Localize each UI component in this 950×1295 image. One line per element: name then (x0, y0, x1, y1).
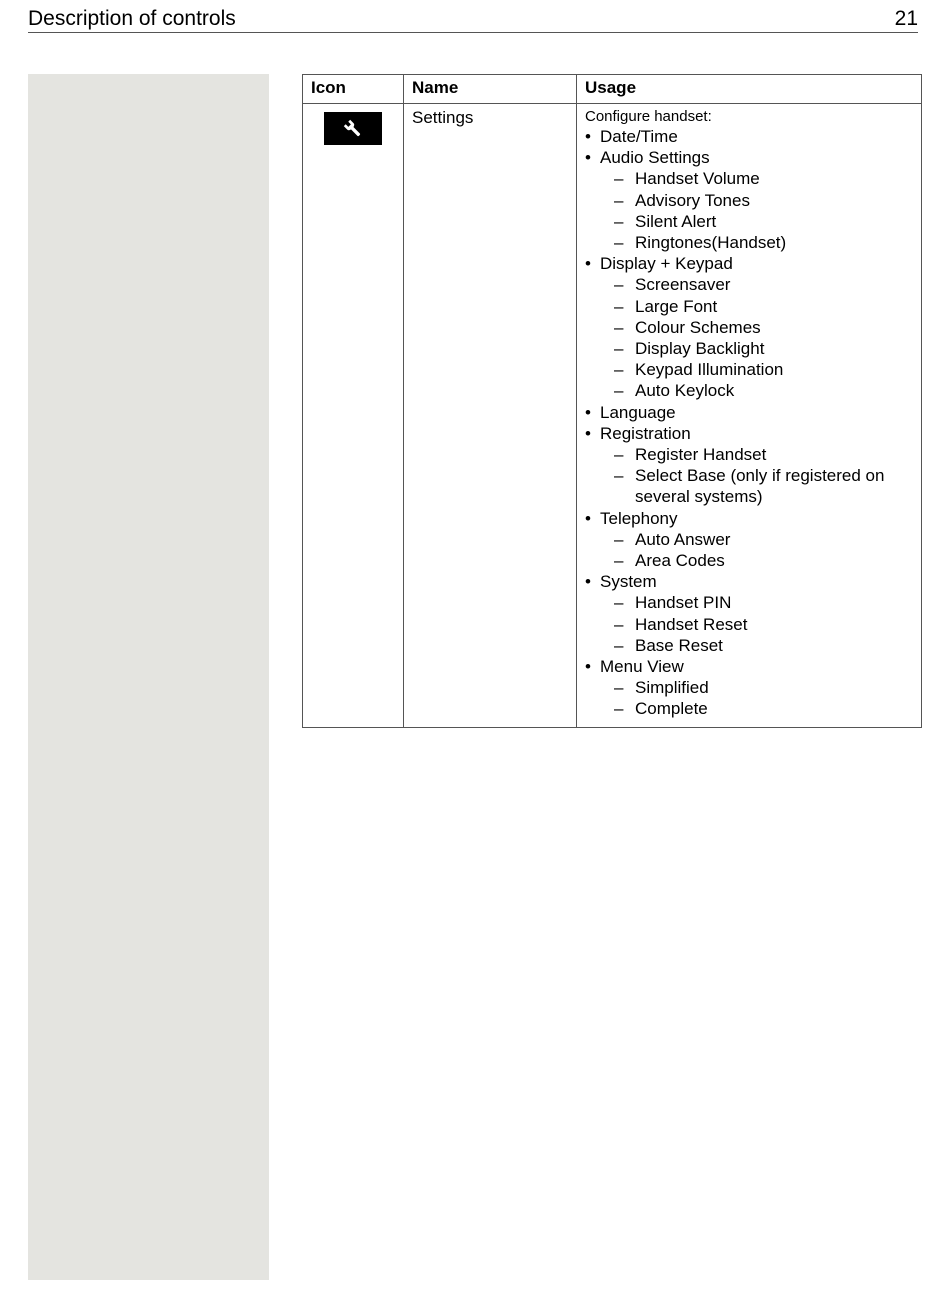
sub-list-item: – Base Reset (600, 635, 913, 656)
usage-intro: Configure handset: (585, 108, 712, 125)
table-header-row (303, 75, 922, 104)
list-item-label: Registration (600, 423, 691, 443)
sub-list (600, 168, 913, 253)
sub-list-item: – Advisory Tones (600, 190, 913, 211)
list-item (585, 571, 913, 656)
list-item-label: Language (600, 402, 676, 422)
sub-list-item: – Auto Answer (600, 529, 913, 550)
list-item-label: Date/Time (600, 127, 678, 146)
sub-list-item: – Screensaver (600, 274, 913, 295)
column-header-icon: Icon (303, 75, 404, 104)
list-item-label: Telephony (600, 508, 678, 528)
page-number: 21 (894, 7, 918, 30)
sub-list (600, 444, 913, 508)
list-item (585, 147, 913, 253)
sub-list-item: – Colour Schemes (600, 317, 913, 338)
list-item (585, 423, 913, 508)
page-title: Description of controls (28, 7, 236, 30)
page-header (28, 6, 918, 33)
list-item (585, 253, 913, 401)
sub-list-item: – Handset Reset (600, 614, 913, 635)
list-item (585, 402, 913, 423)
wrench-icon (324, 112, 382, 145)
sub-list (600, 274, 913, 401)
sub-list-item: – Handset PIN (600, 592, 913, 613)
sub-list-item: – Silent Alert (600, 211, 913, 232)
sub-list-item: – Select Base (only if registered on several systems) (600, 465, 913, 507)
list-item (585, 126, 913, 147)
list-item-label: Display + Keypad (600, 254, 733, 274)
list-item-label: System (600, 572, 657, 592)
sub-list (600, 677, 913, 719)
sub-list-item: – Register Handset (600, 444, 913, 465)
sub-list-item: – Display Backlight (600, 338, 913, 359)
list-item-label: Menu View (600, 657, 684, 677)
list-item-label: Audio Settings (600, 148, 710, 168)
sub-list (600, 529, 913, 571)
table-row (303, 104, 922, 728)
column-header-usage: Usage (577, 75, 922, 104)
sub-list-item: – Complete (600, 698, 913, 719)
sub-list-item: – Large Font (600, 296, 913, 317)
icon-cell (303, 104, 404, 728)
sidebar-panel (28, 74, 269, 1280)
sub-list-item: – Area Codes (600, 550, 913, 571)
list-item (585, 508, 913, 572)
usage-cell (577, 104, 922, 728)
sub-list-item: – Auto Keylock (600, 380, 913, 401)
sub-list-item: – Simplified (600, 677, 913, 698)
sub-list (600, 592, 913, 656)
controls-table (302, 74, 922, 728)
name-cell: Settings (404, 104, 577, 728)
list-item (585, 656, 913, 720)
usage-list (585, 126, 913, 720)
sub-list-item: – Keypad Illumination (600, 359, 913, 380)
column-header-name: Name (404, 75, 577, 104)
sub-list-item: – Handset Volume (600, 168, 913, 189)
sub-list-item: – Ringtones(Handset) (600, 232, 913, 253)
